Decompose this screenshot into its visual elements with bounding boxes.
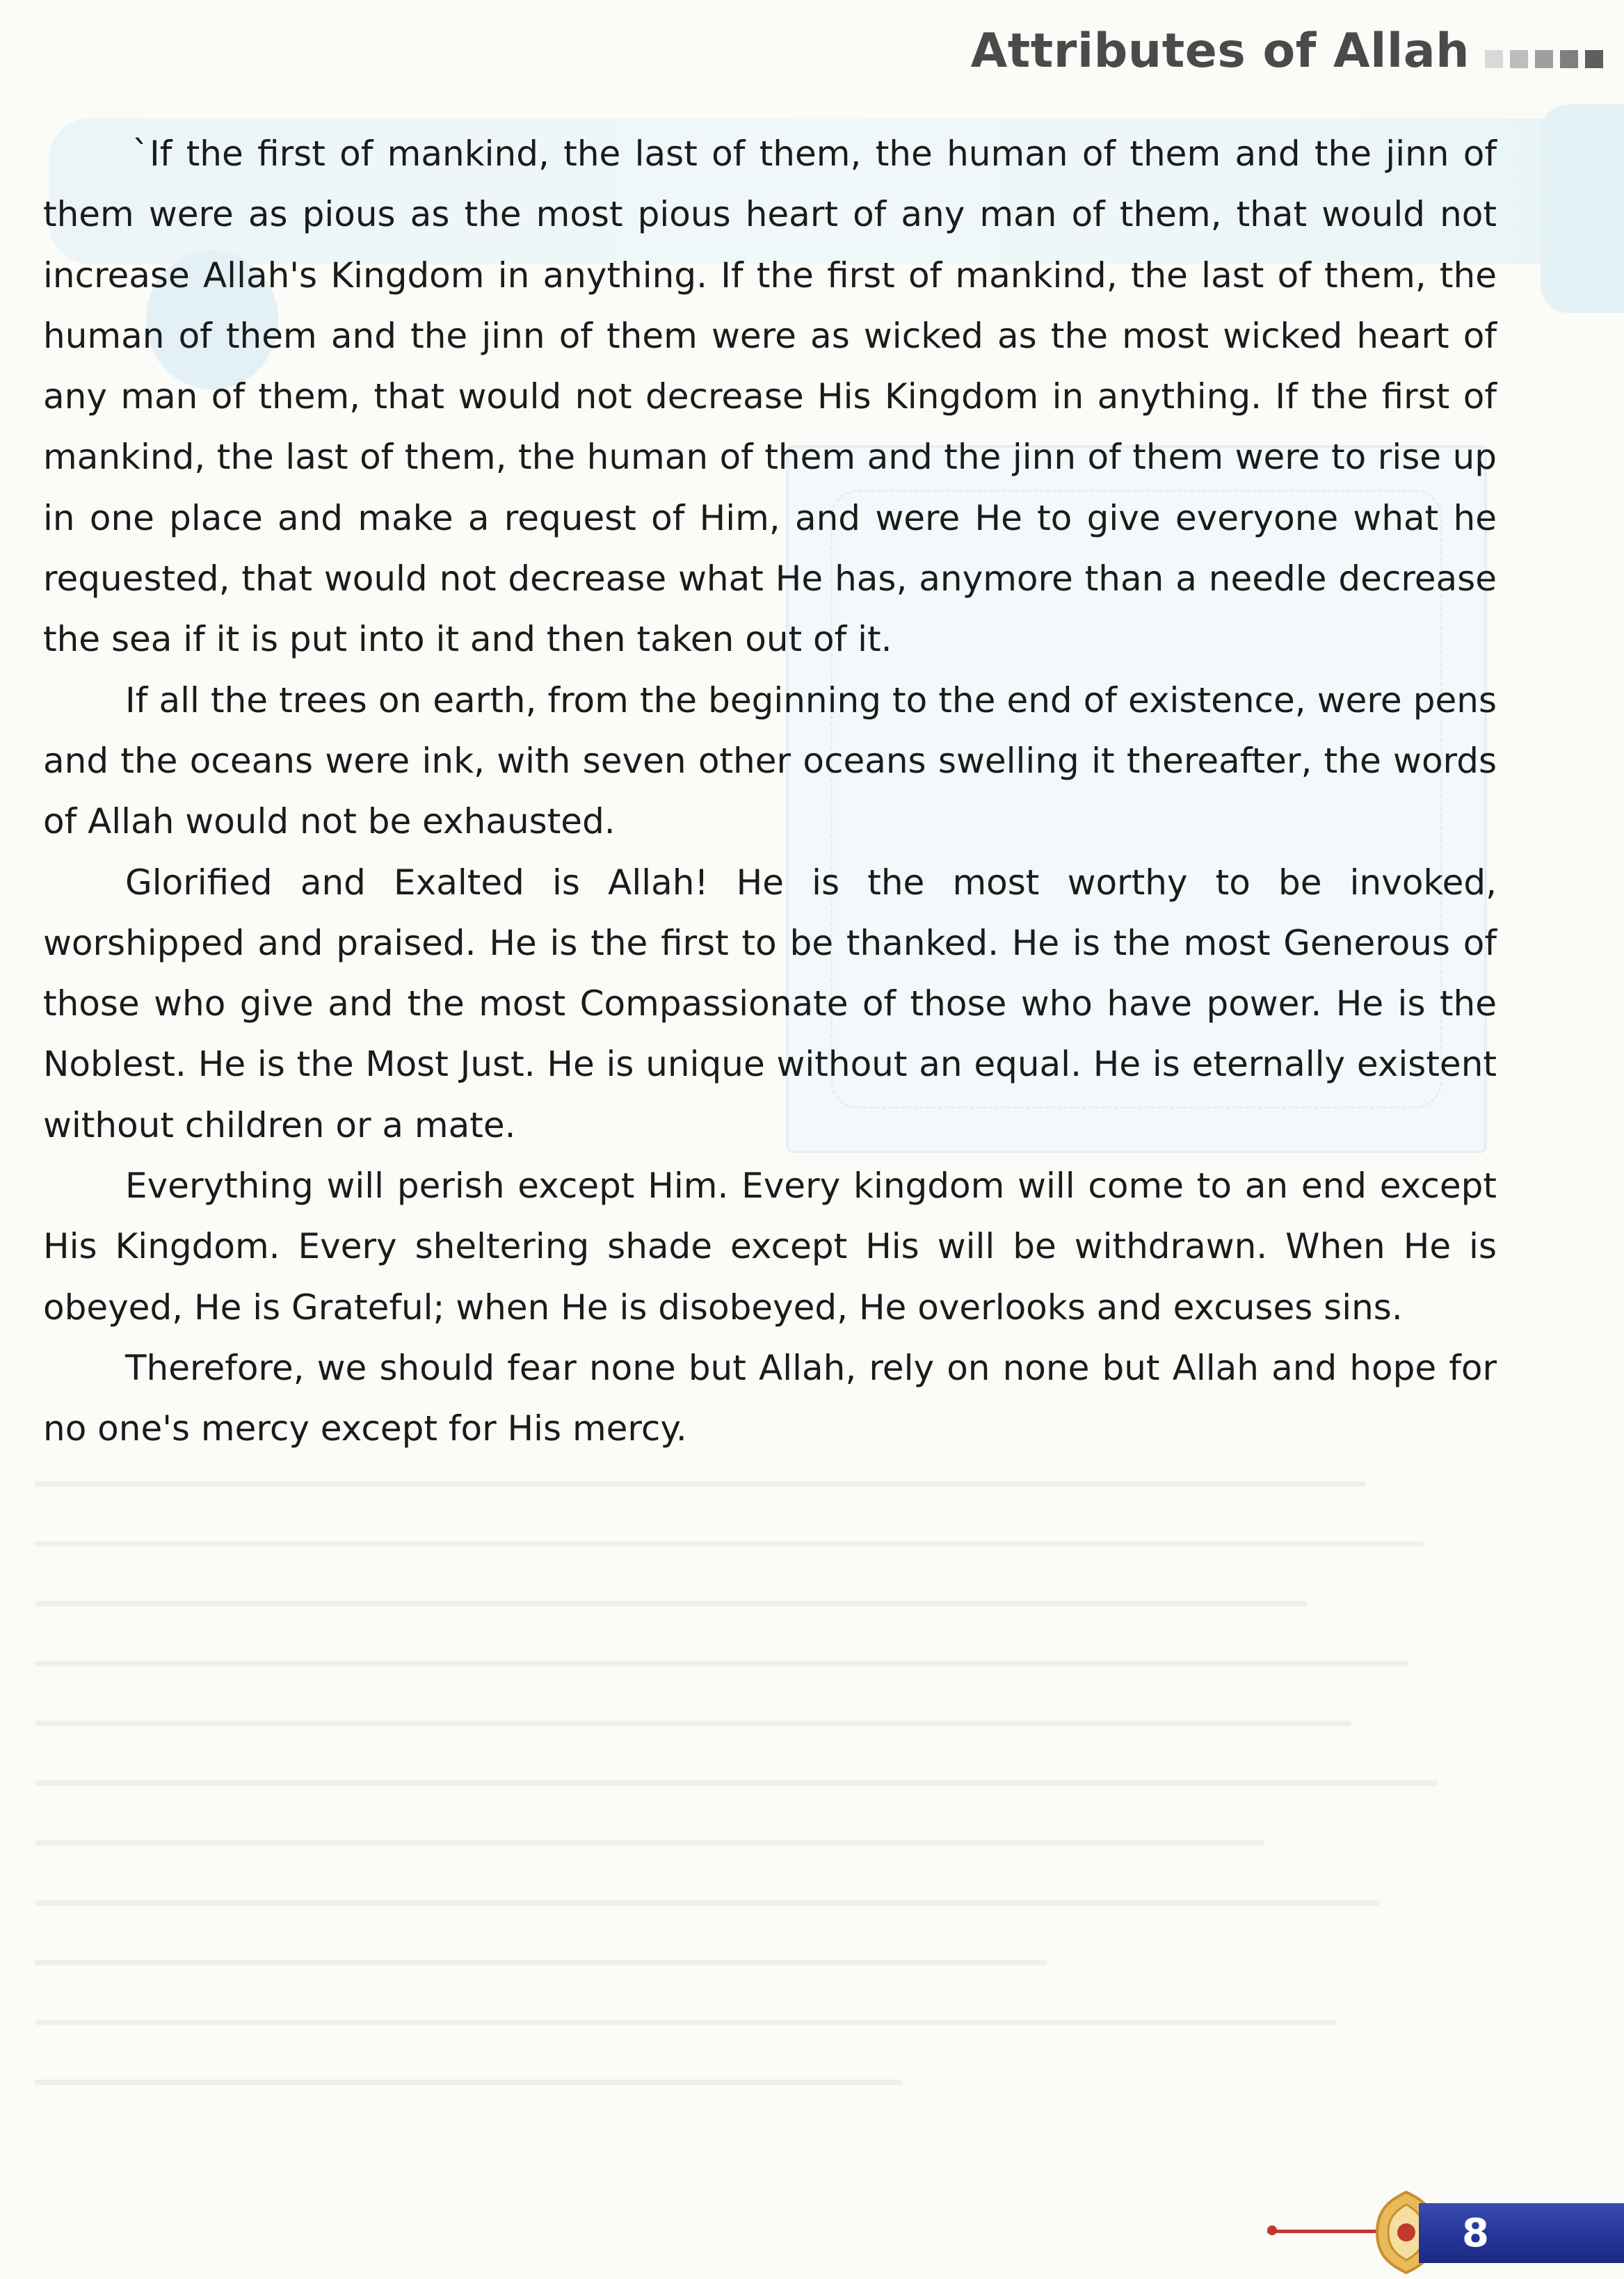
paragraph: Therefore, we should fear none but Allah, rely on none but Allah and hope for no one's mercy except for His mercy. <box>43 1347 1497 1449</box>
header-squares-ornament <box>1485 50 1603 68</box>
chapter-title: Attributes of Allah <box>970 24 1470 79</box>
paragraph: If all the trees on earth, from the beginning to the end of existence, were pens and the oceans were ink, with seven other oceans swelling it thereafter, the words of Allah would not be exhausted. <box>43 679 1497 842</box>
square-icon <box>1585 50 1603 68</box>
square-icon <box>1560 50 1578 68</box>
page-number-tab <box>1419 2203 1624 2263</box>
page-number: 8 <box>1462 2210 1489 2256</box>
square-icon <box>1535 50 1553 68</box>
paragraph: Glorified and Exalted is Allah! He is the most worthy to be invoked, worshipped and praised. He is the first to be thanked. He is the most Generous of those who give and the most Compassionate of those who have power. He is the Noblest. He is the Most Just. He is unique without an equal. He is eternally existent without children or a mate. <box>43 862 1497 1145</box>
paragraph: Everything will perish except Him. Every kingdom will come to an end except His Kingdom. Every sheltering shade except His will be withdrawn. When He is obeyed, He is Grateful; when He is disobeyed, He overlooks and excuses sins. <box>43 1166 1497 1328</box>
page-body <box>43 124 1497 1460</box>
background-decoration-tab <box>1541 104 1624 313</box>
bleed-through-text <box>35 1481 1481 2177</box>
square-icon <box>1510 50 1528 68</box>
paragraph: `If the first of mankind, the last of them, the human of them and the jinn of them were as pious as the most pious heart of any man of them, that would not increase Allah's Kingdom in anything. If the first of mankind, the last of them, the human of them and the jinn of them were as wicked as the most wicked heart of any man of them, that would not decrease His Kingdom in anything. If the first of mankind, the last of them, the human of them and the jinn of them were to rise up in one place and make a request of Him, and were He to give everyone what he requested, that would not decrease what He has, anymore than a needle decrease the sea if it is put into it and then taken out of it. <box>43 134 1497 660</box>
square-icon <box>1485 50 1503 68</box>
page-header <box>971 24 1603 79</box>
